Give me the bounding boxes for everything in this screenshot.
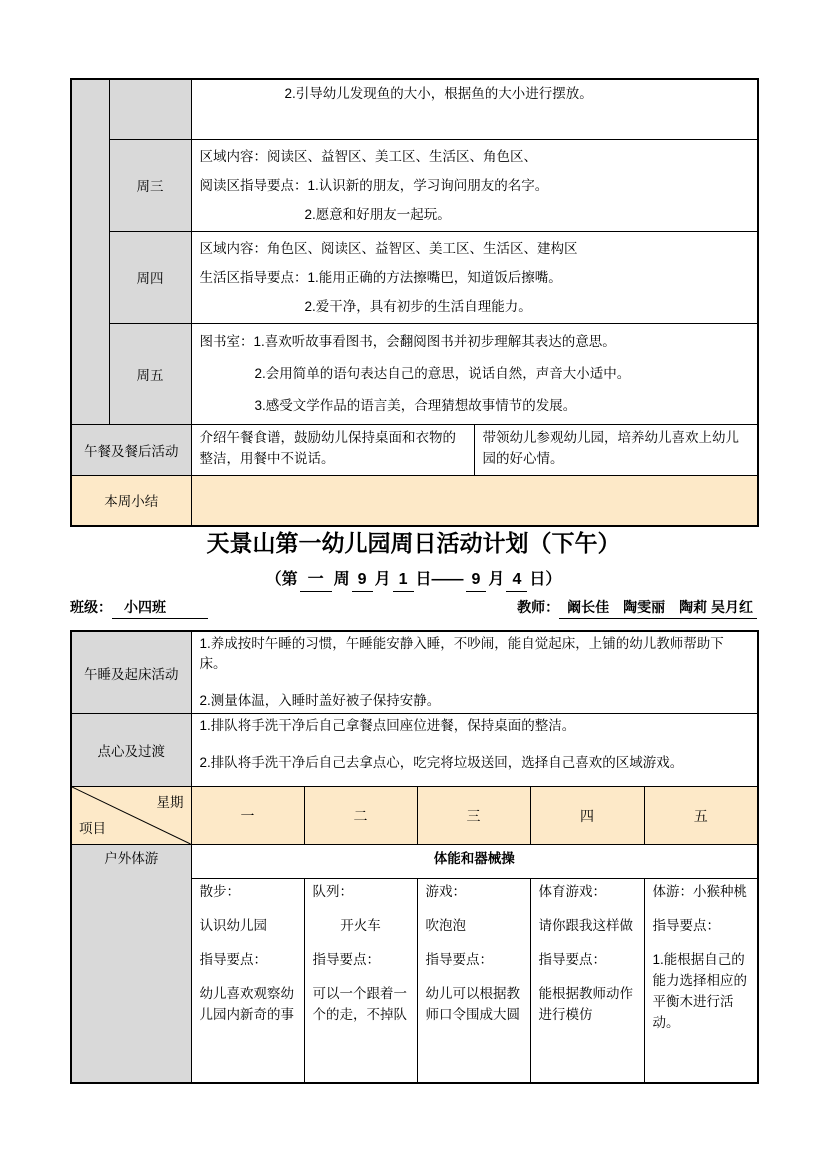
- wednesday-row: [71, 139, 758, 231]
- continuation-row: [71, 79, 758, 139]
- fri-activity-name: 体游：小猴种桃: [652, 884, 747, 899]
- lunch-text-left: 介绍午餐食谱，鼓励幼儿保持桌面和衣物的整洁，用餐中不说话。: [199, 429, 456, 466]
- outdoor-col-fri: [644, 879, 758, 1083]
- thursday-line-3: 2.爱干净，具有初步的生活自理能力。: [304, 298, 532, 314]
- nap-content-cell: [191, 631, 758, 714]
- friday-line-3: 3.感受文学作品的语言美，合理猜想故事情节的发展。: [254, 397, 577, 413]
- continuation-day-label-cell: [109, 79, 191, 139]
- wed-activity-type: 游戏：: [425, 884, 466, 899]
- wed-guidance-text: 幼儿可以根据教师口令围成大圆: [425, 986, 520, 1022]
- outdoor-row-label: 户外体游: [71, 845, 191, 1083]
- tue-activity-name: 开火车: [340, 918, 381, 933]
- class-label: 班级：: [70, 599, 112, 615]
- mon-guidance-label: 指导要点：: [199, 952, 267, 967]
- outdoor-col-wed: [417, 879, 530, 1083]
- day-header-wed: 三: [417, 787, 530, 845]
- friday-content-cell: [191, 323, 758, 424]
- mon-guidance-text: 幼儿喜欢观察幼儿园内新奇的事: [199, 986, 294, 1022]
- week-number-blank: 一: [300, 569, 332, 592]
- lunch-cell-left: [191, 424, 474, 475]
- day-header-thu: 四: [530, 787, 644, 845]
- day-header-tue: 二: [304, 787, 417, 845]
- fri-guidance-text: 1.能根据自己的能力选择相应的平衡木进行活动。: [652, 952, 747, 1030]
- continuation-content-cell: [191, 79, 758, 139]
- wednesday-label: 周三: [109, 139, 191, 231]
- thu-activity-name: 请你跟我这样做: [538, 918, 633, 933]
- wed-activity-name: 吹泡泡: [425, 918, 466, 933]
- thursday-line-1: 区域内容：角色区、阅读区、益智区、美工区、生活区、建构区: [199, 240, 578, 256]
- thursday-label: 周四: [109, 231, 191, 323]
- exercise-banner-cell: 体能和器械操: [191, 845, 758, 879]
- end-month-blank: 9: [466, 569, 487, 592]
- class-field: [70, 597, 208, 619]
- subtitle-week-word: 周: [333, 571, 350, 588]
- wed-guidance-label: 指导要点：: [425, 952, 493, 967]
- wednesday-line-1: 区域内容：阅读区、益智区、美工区、生活区、角色区、: [199, 148, 537, 164]
- tue-guidance-text: 可以一个跟着一个的走，不掉队: [312, 986, 407, 1022]
- tue-activity-type: 队列：: [312, 884, 353, 899]
- subtitle-suffix: 日）: [529, 571, 562, 588]
- start-day-blank: 1: [393, 569, 414, 592]
- tue-guidance-label: 指导要点：: [312, 952, 380, 967]
- thu-guidance-text: 能根据教师动作进行模仿: [538, 986, 633, 1022]
- friday-line-2: 2.会用简单的语句表达自己的意思，说话自然，声音大小适中。: [254, 365, 631, 381]
- weekday-project-corner-cell: [71, 787, 191, 845]
- thursday-line-2: 生活区指导要点：1.能用正确的方法擦嘴巴，知道饭后擦嘴。: [199, 269, 562, 285]
- day-header-mon: 一: [191, 787, 304, 845]
- lunch-row-label: 午餐及餐后活动: [71, 424, 191, 475]
- page-subtitle: [70, 569, 757, 592]
- subtitle-month-word-1: 月: [374, 571, 391, 588]
- nap-row: [71, 631, 758, 714]
- afternoon-plan-table: [70, 630, 759, 1084]
- subtitle-month-word-2: 月: [488, 571, 505, 588]
- snack-content-cell: [191, 714, 758, 787]
- start-month-blank: 9: [352, 569, 373, 592]
- friday-label: 周五: [109, 323, 191, 424]
- snack-row: [71, 714, 758, 787]
- thursday-row: [71, 231, 758, 323]
- snack-line-1: 1.排队将手洗干净后自己拿餐点回座位进餐，保持桌面的整洁。: [199, 718, 576, 733]
- wednesday-line-2: 阅读区指导要点：1.认识新的朋友，学习询问朋友的名字。: [199, 177, 549, 193]
- thursday-content-cell: [191, 231, 758, 323]
- outdoor-col-tue: [304, 879, 417, 1083]
- fri-guidance-label: 指导要点：: [652, 918, 720, 933]
- wednesday-line-3: 2.愿意和好朋友一起玩。: [304, 206, 451, 222]
- class-value: 小四班: [112, 597, 208, 619]
- corner-project-label: 项目: [79, 821, 106, 836]
- nap-line-2: 2.测量体温，入睡时盖好被子保持安静。: [199, 693, 441, 708]
- corner-weekday-label: 星期: [156, 795, 184, 810]
- subtitle-dash: 日——: [415, 571, 464, 588]
- summary-row-label: 本周小结: [71, 475, 191, 526]
- region-activity-table: [70, 78, 759, 527]
- summary-content-cell: [191, 475, 758, 526]
- summary-row: [71, 475, 758, 526]
- nap-row-label: 午睡及起床活动: [71, 631, 191, 714]
- teacher-value: 阚长佳 陶雯丽 陶莉 吴月红: [559, 597, 757, 619]
- thu-guidance-label: 指导要点：: [538, 952, 606, 967]
- mon-activity-type: 散步：: [199, 884, 240, 899]
- exercise-banner-row: [71, 845, 758, 879]
- class-teacher-line: [70, 597, 757, 619]
- lunch-text-right: 带领幼儿参观幼儿园，培养幼儿喜欢上幼儿园的好心情。: [482, 429, 739, 466]
- day-header-fri: 五: [644, 787, 758, 845]
- continuation-text: 2.引导幼儿发现鱼的大小，根据鱼的大小进行摆放。: [284, 86, 593, 101]
- spanning-category-cell: [71, 79, 109, 424]
- nap-line-1: 1.养成按时午睡的习惯，午睡能安静入睡，不吵闹，能自觉起床，上铺的幼儿教师帮助下床。: [199, 636, 724, 671]
- snack-row-label: 点心及过渡: [71, 714, 191, 787]
- friday-line-1: 图书室：1.喜欢听故事看图书，会翻阅图书并初步理解其表达的意思。: [199, 333, 616, 349]
- friday-row: [71, 323, 758, 424]
- thu-activity-type: 体育游戏：: [538, 884, 606, 899]
- teacher-field: [517, 597, 757, 619]
- subtitle-prefix: （第: [265, 571, 298, 588]
- wednesday-content-cell: [191, 139, 758, 231]
- page-title: 天景山第一幼儿园周日活动计划（下午）: [206, 530, 621, 556]
- lunch-row: [71, 424, 758, 475]
- lunch-cell-right: [474, 424, 758, 475]
- teacher-label: 教师：: [517, 599, 560, 615]
- snack-line-2: 2.排队将手洗干净后自己去拿点心，吃完将垃圾送回，选择自己喜欢的区域游戏。: [199, 755, 684, 770]
- outdoor-col-mon: [191, 879, 304, 1083]
- weekday-header-row: [71, 787, 758, 845]
- mon-activity-name: 认识幼儿园: [199, 918, 267, 933]
- outdoor-col-thu: [530, 879, 644, 1083]
- end-day-blank: 4: [506, 569, 527, 592]
